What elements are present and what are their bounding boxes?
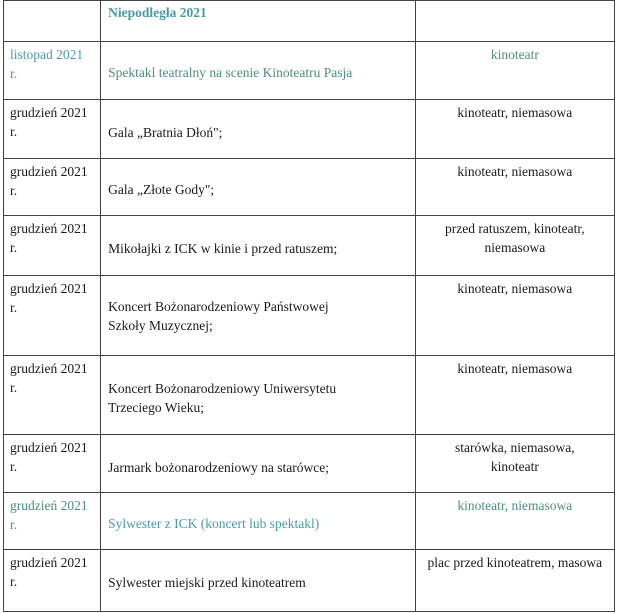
- place-cell: [415, 159, 614, 216]
- event-text: Koncert Bożonarodzeniowy Państwowej Szkoły Muzycznej;: [108, 299, 329, 333]
- date-suffix: r.: [10, 240, 18, 255]
- place-cell: [415, 550, 614, 612]
- date-cell: [4, 435, 101, 493]
- date-suffix: r.: [10, 66, 18, 81]
- event-text: Sylwester miejski przed kinoteatrem: [108, 575, 306, 590]
- event-cell: [101, 276, 416, 356]
- date-text: grudzień 2021: [10, 105, 88, 120]
- date-text: grudzień 2021: [10, 498, 88, 513]
- date-cell: [4, 493, 101, 550]
- table-row: [4, 356, 615, 435]
- event-cell: [101, 435, 416, 493]
- date-suffix: r.: [10, 300, 18, 315]
- event-text: Gala „Bratnia Dłoń";: [108, 125, 223, 140]
- date-text: grudzień 2021: [10, 361, 88, 376]
- section-heading: Niepodległa 2021: [108, 5, 207, 20]
- place-cell: [415, 276, 614, 356]
- place-text: kinoteatr, niemasowa: [457, 164, 573, 179]
- date-text: grudzień 2021: [10, 221, 88, 236]
- place-text: plac przed kinoteatrem, masowa: [427, 555, 603, 570]
- table-row: [4, 100, 615, 159]
- event-text: Jarmark bożonarodzeniowy na starówce;: [108, 460, 329, 475]
- place-text: starówka, niemasowa, kinoteatr: [455, 440, 575, 474]
- event-cell: [101, 159, 416, 216]
- place-cell: [415, 435, 614, 493]
- date-cell: [4, 100, 101, 159]
- date-suffix: r.: [10, 574, 18, 589]
- table-row: [4, 159, 615, 216]
- date-text: grudzień 2021: [10, 281, 88, 296]
- place-text: kinoteatr, niemasowa: [457, 361, 573, 376]
- event-cell: [101, 100, 416, 159]
- date-cell: [4, 550, 101, 612]
- date-cell: [4, 356, 101, 435]
- table-row: [4, 216, 615, 276]
- date-text: grudzień 2021: [10, 440, 88, 455]
- date-text: grudzień 2021: [10, 164, 88, 179]
- event-cell: [101, 1, 416, 42]
- date-cell: [4, 42, 101, 100]
- date-text: listopad 2021: [10, 47, 84, 62]
- event-text: Koncert Bożonarodzeniowy Uniwersytetu Trzeciego Wieku;: [108, 381, 337, 415]
- table-row: [4, 42, 615, 100]
- date-cell: [4, 216, 101, 276]
- event-cell: [101, 42, 416, 100]
- event-text: Gala „Złote Gody";: [108, 182, 215, 197]
- date-suffix: r.: [10, 517, 18, 532]
- event-cell: [101, 216, 416, 276]
- event-text: Sylwester z ICK (koncert lub spektakl): [108, 516, 320, 531]
- table-row: [4, 493, 615, 550]
- date-text: grudzień 2021: [10, 555, 88, 570]
- event-text: Spektakl teatralny na scenie Kinoteatru Pasja: [108, 65, 353, 80]
- place-text: kinoteatr: [490, 47, 539, 62]
- place-cell: [415, 100, 614, 159]
- date-suffix: r.: [10, 124, 18, 139]
- date-cell: [4, 276, 101, 356]
- place-cell: [415, 493, 614, 550]
- event-cell: [101, 493, 416, 550]
- date-suffix: r.: [10, 183, 18, 198]
- place-text: przed ratuszem, kinoteatr, niemasowa: [445, 221, 585, 255]
- place-text: kinoteatr, niemasowa: [457, 105, 573, 120]
- date-suffix: r.: [10, 380, 18, 395]
- table-row: [4, 435, 615, 493]
- place-cell: [415, 1, 614, 42]
- place-cell: [415, 216, 614, 276]
- place-text: kinoteatr, niemasowa: [457, 281, 573, 296]
- events-table: [3, 0, 615, 612]
- table-row: [4, 550, 615, 612]
- place-cell: [415, 356, 614, 435]
- table-row: [4, 1, 615, 42]
- event-text: Mikołajki z ICK w kinie i przed ratuszem;: [108, 241, 338, 256]
- date-cell: [4, 1, 101, 42]
- place-cell: [415, 42, 614, 100]
- place-text: kinoteatr, niemasowa: [457, 498, 573, 513]
- date-suffix: r.: [10, 459, 18, 474]
- event-cell: [101, 550, 416, 612]
- table-row: [4, 276, 615, 356]
- event-cell: [101, 356, 416, 435]
- date-cell: [4, 159, 101, 216]
